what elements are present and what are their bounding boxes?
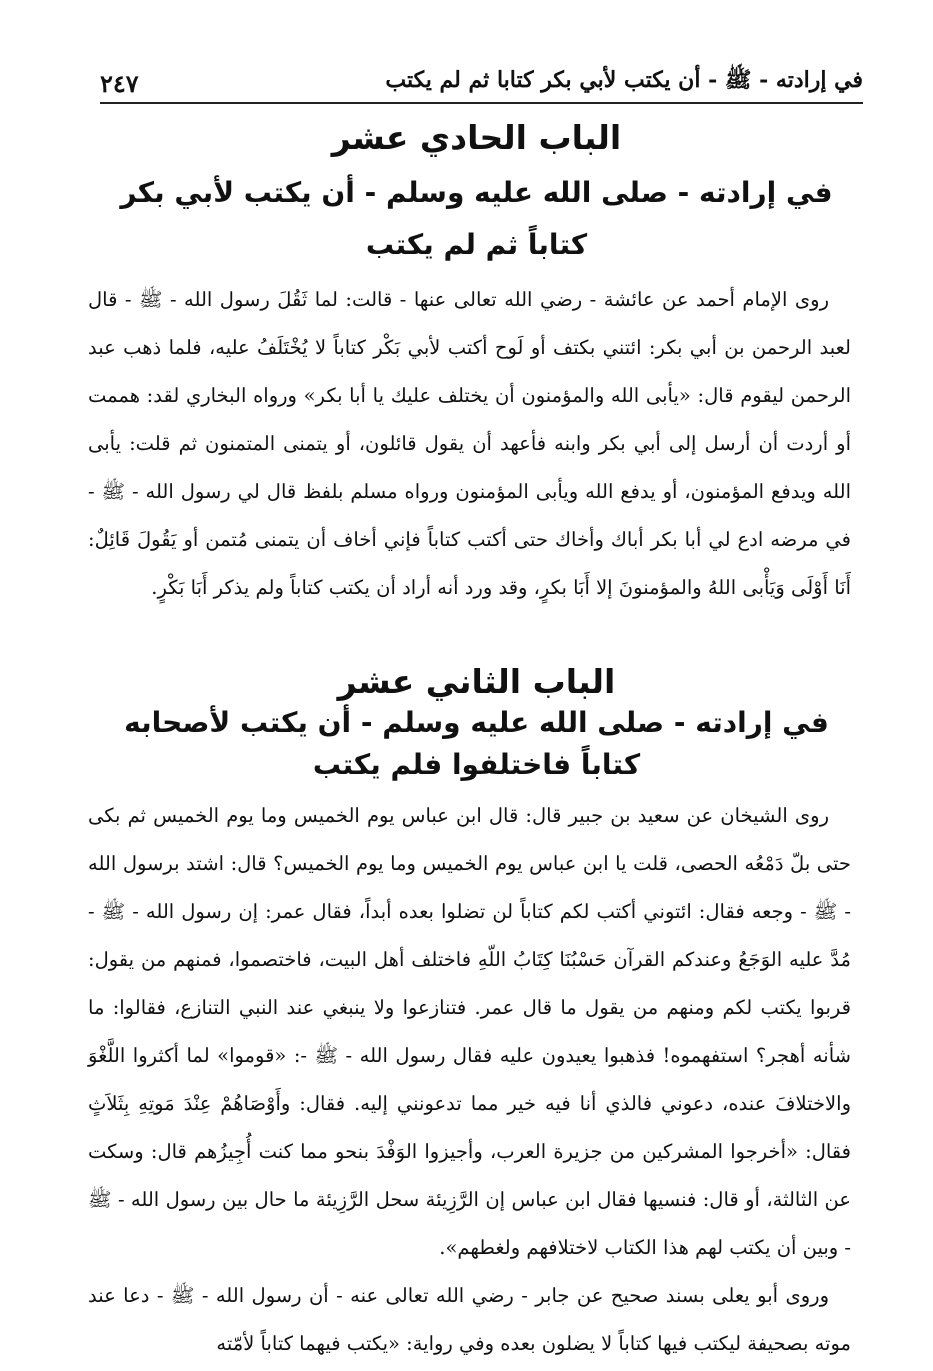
chapter-12-subtitle-line2: كتاباً فاختلفوا فلم يكتب <box>312 748 641 781</box>
chapter-11-title: الباب الحادي عشر <box>331 118 622 157</box>
chapter-11-subtitle-line2: كتاباً ثم لم يكتب <box>365 228 588 261</box>
chapter-12-body <box>88 792 851 1368</box>
page-number: ٢٤٧ <box>100 69 139 98</box>
chapter-12-subtitle-line1: في إرادته - صلى الله عليه وسلم - أن يكتب لأصحابه <box>124 706 829 739</box>
chapter-12-paragraph-2: وروى أبو يعلى بسند صحيح عن جابر - رضي الله تعالى عنه - أن رسول الله - ﷺ - دعا عند موته بصحيفة ليكتب فيها كتاباً لا يضلون بعده وفي رواية: «يكتب فيهما كتاباً لأمّته <box>88 1284 851 1355</box>
chapter-12-paragraph-1: روى الشيخان عن سعيد بن جبير قال: قال ابن عباس يوم الخميس وما يوم الخميس ثم بكى حتى بلّ دَمْعُه الحصى، قلت يا ابن عباس يوم الخميس وما يوم الخميس؟ قال: اشتد برسول الله - ﷺ - وجعه فقال: ائتوني أكتب لكم كتاباً لن تضلوا بعده أبداً، فقال عمر: إن رسول الله - ﷺ - مُدَّ عليه الوَجَعُ وعندكم القرآن حَسْبُنَا كِتَابُ اللّهِ فاختلف أهل البيت، فاختصموا، فمنهم من يقول: قربوا يكتب لكم ومنهم من يقول ما قال عمر. فتنازعوا ولا ينبغي عند النبي التنازع، فقالوا: ما شأنه أهجر؟ استفهموه! فذهبوا يعيدون عليه فقال رسول الله - ﷺ -: «قوموا» لما أكثروا اللَّغْوَ والاختلافَ عنده، دعوني فالذي أنا فيه خير مما تدعونني إليه. فقال: وأَوْصَاهُمْ عِنْدَ مَوتِهِ بِثَلاَثٍ فقال: «أخرجوا المشركين من جزيرة العرب، وأجيزوا الوَفْدَ بنحو مما كنت أُجِيزُهم قال: وسكت عن الثالثة، أو قال: فنسيها فقال ابن عباس إن الرَّزِيئة سحل الرَّزِيئة ما حال بين رسول الله - ﷺ - وبين أن يكتب لهم هذا الكتاب لاختلافهم ولغطهم». <box>88 804 851 1259</box>
chapter-11-body <box>88 276 851 612</box>
running-title: في إرادته - ﷺ - أن يكتب لأبي بكر كتابا ثم لم يكتب <box>385 67 863 93</box>
chapter-11-subtitle-line1: في إرادته - صلى الله عليه وسلم - أن يكتب لأبي بكر <box>120 176 833 209</box>
chapter-12-title: الباب الثاني عشر <box>337 662 616 701</box>
chapter-11-paragraph: روى الإمام أحمد عن عائشة - رضي الله تعالى عنها - قالت: لما ثَقُلَ رسول الله - ﷺ - قال لعبد الرحمن بن أبي بكر: ائتني بكتف أو لَوح أكتب لأبي بَكْر كتاباً لا يُخْتَلَفُ عليه، فلما ذهب عبد الرحمن ليقوم قال: «يأبى الله والمؤمنون أن يختلف عليك يا أبا بكر» ورواه البخاري لقد: هممت أو أردت أن أرسل إلى أبي بكر وابنه فأعهد أن يقول قائلون، أو يتمنى المتمنون ثم قلت: يأبى الله ويدفع المؤمنون، أو يدفع الله ويأبى المؤمنون ورواه مسلم بلفظ قال لي رسول الله - ﷺ - في مرضه ادع لي أبا بكر أباك وأخاك حتى أكتب كتاباً فإني أخاف أن يتمنى مُتمن أو يَقُولَ قَائِلٌ: أَنَا أَوْلَى وَيَأْبى اللهُ والمؤمنونَ إلا أَبَا بكرٍ، وقد ورد أنه أراد أن يكتب كتاباً ولم يذكر أَبَا بَكْرٍ. <box>88 288 851 599</box>
running-header <box>100 52 863 104</box>
